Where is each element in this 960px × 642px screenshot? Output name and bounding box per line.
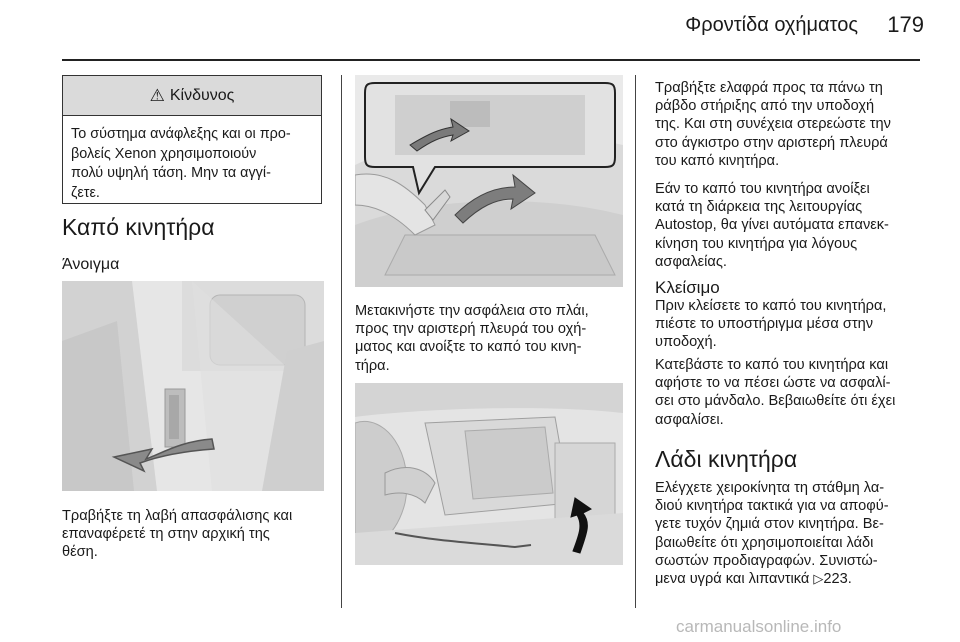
text-line: Μετακινήστε την ασφάλεια στο πλάι, xyxy=(355,303,589,319)
col1-text xyxy=(62,507,292,562)
text-line: ασφαλίσει. xyxy=(655,411,724,428)
text-line: Κατεβάστε το καπό του κινητήρα και xyxy=(655,357,889,373)
hood-safety-catch-illustration xyxy=(355,75,623,287)
text-line: Τραβήξτε τη λαβή απασφάλισης και xyxy=(62,508,293,524)
column-divider-1 xyxy=(341,75,342,608)
subsection-closing: Κλείσιμο xyxy=(655,278,720,297)
section-title: Καπό κινητήρα xyxy=(62,214,215,240)
text-line-with-reference xyxy=(655,570,889,588)
text-line: κίνηση του κινητήρα για λόγους xyxy=(655,235,858,252)
text-line: διού κινητήρα τακτικά για να αποφύ- xyxy=(655,498,889,515)
text-line: σει στο μάνδαλο. Βεβαιωθείτε ότι έχει xyxy=(655,393,896,410)
text-line: αφήστε το να πέσει ώστε να ασφαλί- xyxy=(655,375,891,392)
warning-triangle-icon: ⚠ xyxy=(149,85,165,105)
text-line: πιέστε το υποστήριγμα μέσα στην xyxy=(655,316,874,333)
header-title: Φροντίδα οχήματος xyxy=(685,14,858,36)
release-lever-illustration xyxy=(62,281,324,491)
danger-line: πολύ υψηλή τάση. Μην τα αγγί- xyxy=(71,165,271,182)
text-line: κατά τη διάρκεια της λειτουργίας xyxy=(655,199,863,216)
section-title-oil: Λάδι κινητήρα xyxy=(655,446,798,472)
danger-line: ζετε. xyxy=(71,184,100,201)
text-line: υποδοχή. xyxy=(655,334,717,351)
text-line: στο άγκιστρο στην αριστερή πλευρά xyxy=(655,134,888,151)
text-line: προς την αριστερή πλευρά του οχή- xyxy=(355,321,587,338)
text-line: ράβδο στήριξης από την υποδοχή xyxy=(655,98,875,115)
text-line: Τραβήξτε ελαφρά προς τα πάνω τη xyxy=(655,80,883,96)
text-line: του καπό κινητήρα. xyxy=(655,152,780,169)
text-line: γετε τυχόν ζημιά στον κινητήρα. Βε- xyxy=(655,516,884,533)
text-line: βαιωθείτε ότι χρησιμοποιείται λάδι xyxy=(655,534,874,551)
col3-paragraph-3 xyxy=(655,297,886,352)
danger-line: Το σύστημα ανάφλεξης και οι προ- xyxy=(71,126,291,142)
danger-text xyxy=(63,116,321,203)
engine-bay-prop-rod-illustration xyxy=(355,383,623,565)
text-line: θέση. xyxy=(62,544,98,561)
text-line: ματος και ανοίξτε το καπό του κινη- xyxy=(355,339,582,356)
watermark: carmanualsonline.info xyxy=(676,617,842,636)
page-number: 179 xyxy=(887,12,924,37)
col3-paragraph-5 xyxy=(655,479,889,588)
column-divider-2 xyxy=(635,75,636,608)
danger-box xyxy=(62,75,322,204)
text-fragment: μενα υγρά και λιπαντικά xyxy=(655,571,810,588)
danger-title: Κίνδυνος xyxy=(169,86,235,104)
reference-page[interactable]: 223. xyxy=(823,571,852,588)
col3-paragraph-2 xyxy=(655,180,889,271)
text-line: Ελέγχετε χειροκίνητα τη στάθμη λα- xyxy=(655,480,885,496)
text-line: ασφαλείας. xyxy=(655,253,727,270)
danger-box-header xyxy=(63,76,321,116)
page-reference-icon: ▷ xyxy=(813,571,824,587)
danger-line: βολείς Xenon χρησιμοποιούν xyxy=(71,145,257,162)
text-line: τήρα. xyxy=(355,357,390,374)
text-line: Autostop, θα γίνει αυτόματα επανεκ- xyxy=(655,217,889,234)
text-line: Εάν το καπό του κινητήρα ανοίξει xyxy=(655,181,870,197)
col3-paragraph-1 xyxy=(655,79,891,170)
col3-paragraph-4 xyxy=(655,356,895,429)
text-line: της. Και στη συνέχεια στερεώστε την xyxy=(655,116,891,133)
text-line: σωστών προδιαγραφών. Συνιστώ- xyxy=(655,552,878,569)
header-rule xyxy=(62,59,920,61)
subsection-opening: Άνοιγμα xyxy=(62,256,120,273)
text-line: Πριν κλείσετε το καπό του κινητήρα, xyxy=(655,298,887,314)
col2-text xyxy=(355,302,589,375)
text-line: επαναφέρετέ τη στην αρχική της xyxy=(62,526,270,543)
